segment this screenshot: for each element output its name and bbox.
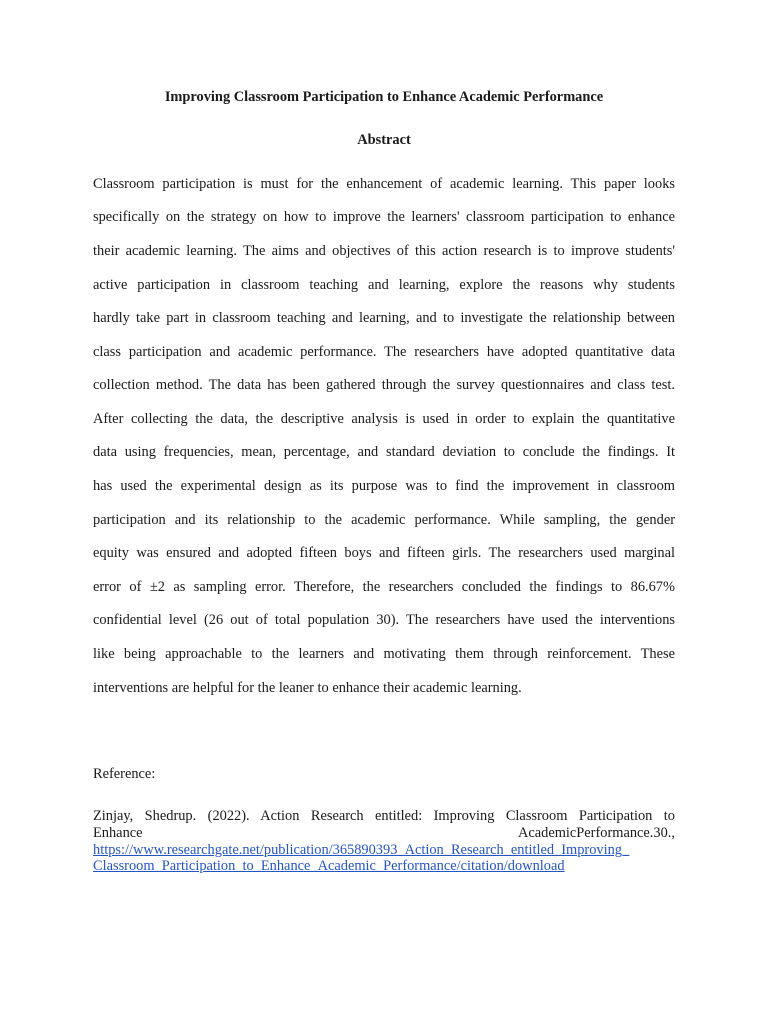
- abstract-line: active participation in classroom teaching and learning, explore the reasons why students: [93, 277, 675, 293]
- document-title: Improving Classroom Participation to Enhance Academic Performance: [164, 89, 604, 105]
- reference-line: Zinjay, Shedrup. (2022). Action Research entitled: Improving Classroom Participation to: [93, 808, 675, 824]
- abstract-line: equity was ensured and adopted fifteen boys and fifteen girls. The researchers used marginal: [93, 545, 675, 561]
- reference-heading: Reference:: [93, 766, 156, 782]
- abstract-line: confidential level (26 out of total population 30). The researchers have used the interventions: [93, 612, 675, 628]
- abstract-line: data using frequencies, mean, percentage, and standard deviation to conclude the findings. It: [93, 444, 675, 460]
- abstract-line: Classroom participation is must for the enhancement of academic learning. This paper looks: [93, 176, 675, 192]
- abstract-line: collection method. The data has been gathered through the survey questionnaires and class test.: [93, 377, 675, 393]
- abstract-line: interventions are helpful for the leaner to enhance their academic learning.: [93, 680, 522, 696]
- reference-link[interactable]: Classroom_Participation_to_Enhance_Academic_Performance/citation/download: [93, 858, 565, 874]
- abstract-line: like being approachable to the learners and motivating them through reinforcement. These: [93, 646, 675, 662]
- abstract-line: participation and its relationship to the academic performance. While sampling, the gender: [93, 512, 675, 528]
- abstract-line: hardly take part in classroom teaching and learning, and to investigate the relationship between: [93, 310, 675, 326]
- abstract-heading: Abstract: [357, 132, 411, 148]
- reference-line: Enhance AcademicPerformance.30.,: [93, 825, 675, 841]
- abstract-line: specifically on the strategy on how to improve the learners' classroom participation to enhance: [93, 209, 675, 225]
- abstract-line: class participation and academic performance. The researchers have adopted quantitative data: [93, 344, 675, 360]
- abstract-line: has used the experimental design as its purpose was to find the improvement in classroom: [93, 478, 675, 494]
- reference-link[interactable]: https://www.researchgate.net/publication/365890393_Action_Research_entitled_Improving_: [93, 842, 630, 858]
- abstract-line: After collecting the data, the descriptive analysis is used in order to explain the quantitative: [93, 411, 675, 427]
- abstract-line: their academic learning. The aims and objectives of this action research is to improve students': [93, 243, 675, 259]
- abstract-line: error of ±2 as sampling error. Therefore, the researchers concluded the findings to 86.67%: [93, 579, 675, 595]
